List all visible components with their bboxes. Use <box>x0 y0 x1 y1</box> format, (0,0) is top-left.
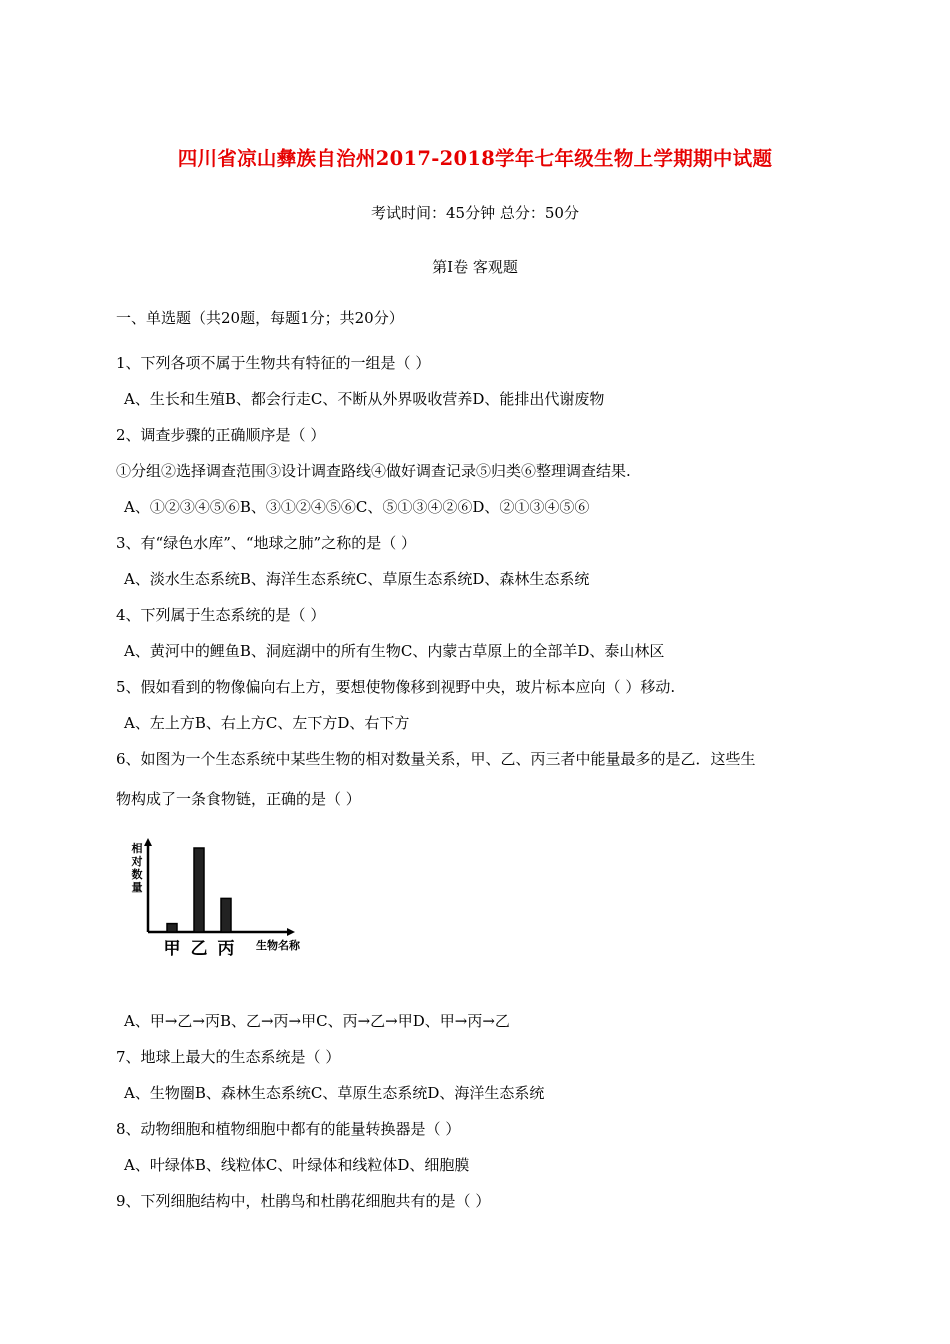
question-7-stem: 7、地球上最大的生态系统是（ ） <box>116 1048 341 1066</box>
page-title: 四川省凉山彝族自治州2017-2018学年七年级生物上学期期中试题 <box>177 147 773 170</box>
volume-heading: 第Ⅰ卷 客观题 <box>432 258 518 276</box>
question-2-stem: 2、调查步骤的正确顺序是（ ） <box>116 426 326 444</box>
bar-2 <box>194 848 204 932</box>
question-1-stem: 1、下列各项不属于生物共有特征的一组是（ ） <box>116 354 431 372</box>
question-6-stem-continued: 物构成了一条食物链，正确的是（ ） <box>116 790 361 808</box>
question-2-options: A、①②③④⑤⑥B、③①②④⑤⑥C、⑤①③④②⑥D、②①③④⑤⑥ <box>124 498 590 516</box>
category-label-2: 乙 <box>190 939 208 959</box>
question-8-options: A、叶绿体B、线粒体C、叶绿体和线粒体D、细胞膜 <box>124 1156 470 1174</box>
category-label-3: 丙 <box>217 939 235 959</box>
exam-info: 考试时间：45分钟 总分：50分 <box>371 204 579 222</box>
y-axis-arrow <box>144 838 152 846</box>
question-8-stem: 8、动物细胞和植物细胞中都有的能量转换器是（ ） <box>116 1120 461 1138</box>
bar-chart <box>128 828 348 968</box>
bar-1 <box>167 924 177 932</box>
question-5-stem: 5、假如看到的物像偏向右上方，要想使物像移到视野中央，玻片标本应向（ ）移动. <box>116 678 676 696</box>
category-label-1: 甲 <box>163 939 181 959</box>
x-axis-arrow <box>287 928 295 936</box>
question-3-stem: 3、有“绿色水库”、“地球之肺”之称的是（ ） <box>116 534 416 552</box>
question-1-options: A、生长和生殖B、都会行走C、不断从外界吸收营养D、能排出代谢废物 <box>124 390 605 408</box>
section-heading: 一、单选题（共20题，每题1分；共20分） <box>116 309 404 327</box>
question-9-stem: 9、下列细胞结构中，杜鹃鸟和杜鹃花细胞共有的是（ ） <box>116 1192 491 1210</box>
x-axis-label: 生物名称 <box>256 939 300 952</box>
question-4-stem: 4、下列属于生态系统的是（ ） <box>116 606 326 624</box>
question-4-options: A、黄河中的鲤鱼B、洞庭湖中的所有生物C、内蒙古草原上的全部羊D、泰山林区 <box>124 642 665 660</box>
bar-3 <box>221 898 231 932</box>
question-5-options: A、左上方B、右上方C、左下方D、右下方 <box>124 714 410 732</box>
question-6-stem: 6、如图为一个生态系统中某些生物的相对数量关系，甲、乙、丙三者中能量最多的是乙．这些生 <box>116 750 756 768</box>
question-2-extra: ①分组②选择调查范围③设计调查路线④做好调查记录⑤归类⑥整理调查结果. <box>116 462 631 480</box>
y-axis-label: 相对数量 <box>131 842 143 894</box>
question-6-options: A、甲→乙→丙B、乙→丙→甲C、丙→乙→甲D、甲→丙→乙 <box>124 1012 510 1030</box>
question-3-options: A、淡水生态系统B、海洋生态系统C、草原生态系统D、森林生态系统 <box>124 570 590 588</box>
question-7-options: A、生物圈B、森林生态系统C、草原生态系统D、海洋生态系统 <box>124 1084 545 1102</box>
